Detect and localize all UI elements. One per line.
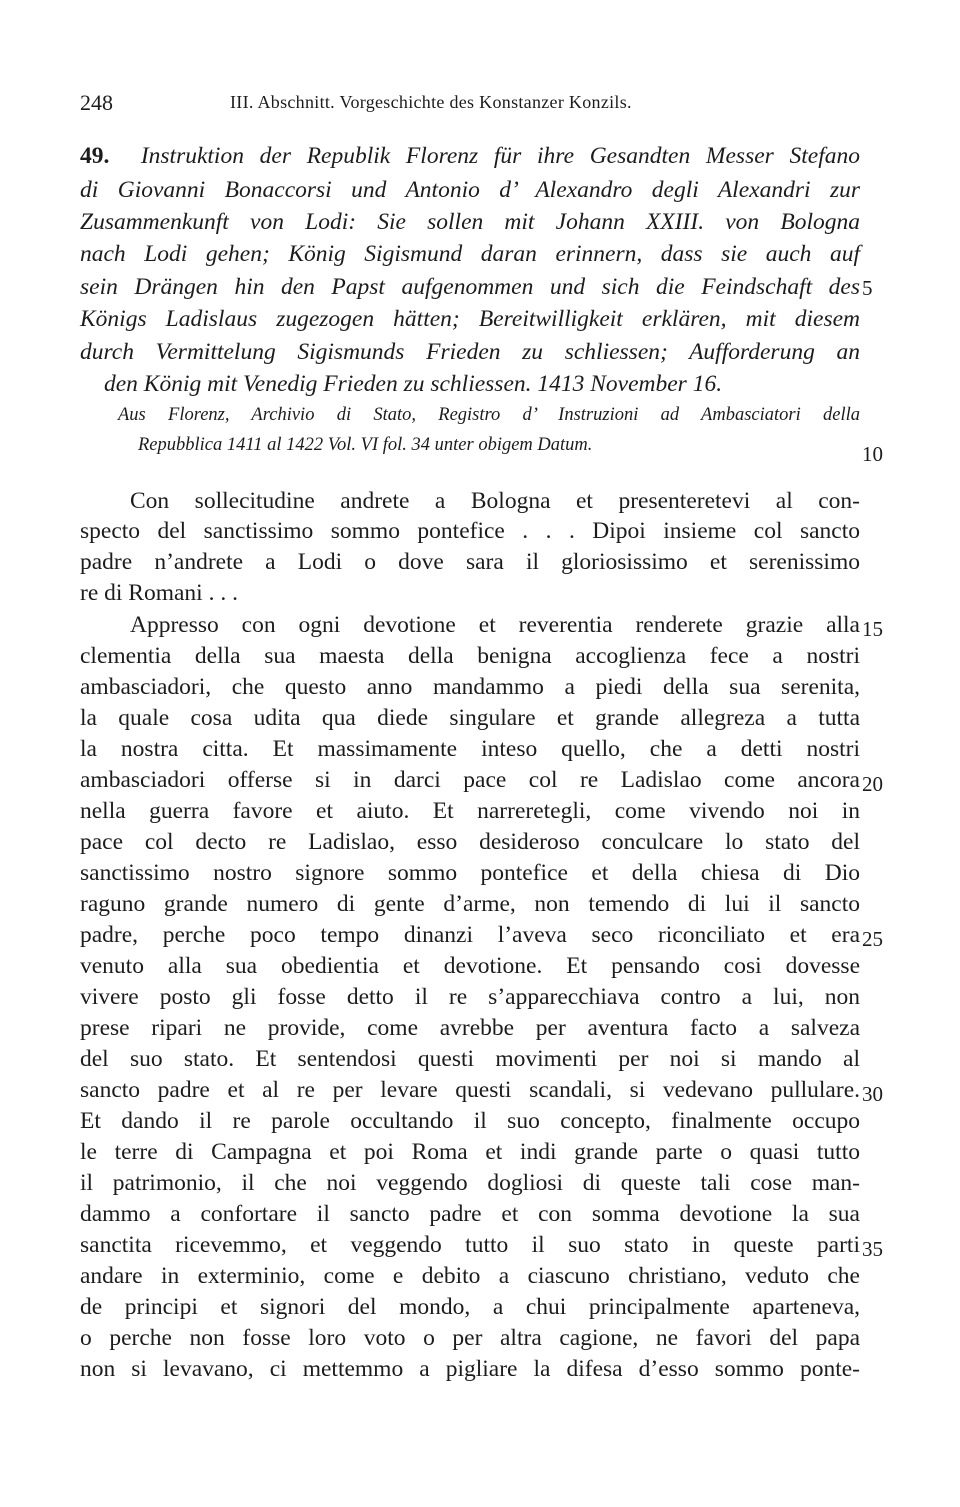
body-line: raguno grande numero di gente d’arme, non temendo di lui il sancto — [80, 891, 860, 917]
body-line: vivere posto gli fosse detto il re s’apparecchiava contro a lui, non — [80, 984, 860, 1010]
body-line: padre, perche poco tempo dinanzi l’aveva seco riconciliato et era — [80, 922, 860, 948]
heading-line: sein Drängen hin den Papst aufgenommen und sich die Feindschaft des — [80, 274, 860, 300]
body-line: non si levavano, ci mettemmo a pigliare la difesa d’esso sommo ponte- — [80, 1356, 860, 1382]
body-line: dammo a confortare il sancto padre et con somma devotione la sua — [80, 1201, 860, 1227]
margin-line-number: 5 — [862, 276, 873, 300]
page-number: 248 — [80, 90, 113, 115]
body-line: le terre di Campagna et poi Roma et indi grande parte o quasi tutto — [80, 1139, 860, 1165]
body-line: Appresso con ogni devotione et reverentia renderete grazie alla — [130, 612, 860, 638]
margin-line-number: 30 — [862, 1082, 883, 1106]
heading-line: di Giovanni Bonaccorsi und Antonio d’ Alexandro degli Alexandri zur — [80, 177, 860, 203]
page-header — [80, 90, 880, 120]
body-line: pace col decto re Ladislao, esso desideroso conculcare lo stato del — [80, 829, 860, 855]
body-line: il patrimonio, il che noi veggendo dogliosi di queste tali cose man- — [80, 1170, 860, 1196]
body-line: andare in exterminio, come e debito a ciascuno christiano, veduto che — [80, 1263, 860, 1289]
heading-line: Königs Ladislaus zugezogen hätten; Bereitwilligkeit erklären, mit diesem — [80, 306, 860, 332]
body-line: clementia della sua maesta della benigna accoglienza fece a nostri — [80, 643, 860, 669]
body-line: de principi et signori del mondo, a chui principalmente aparteneva, — [80, 1294, 860, 1320]
heading-line: nach Lodi gehen; König Sigismund daran erinnern, dass sie auch auf — [80, 241, 860, 267]
body-line: sanctita ricevemmo, et veggendo tutto il suo stato in queste parti — [80, 1232, 860, 1258]
heading-line: Zusammenkunft von Lodi: Sie sollen mit Johann XXIII. von Bologna — [80, 209, 860, 235]
source-citation-line: Repubblica 1411 al 1422 Vol. VI fol. 34 unter obigem Datum. — [138, 435, 593, 455]
running-head: III. Abschnitt. Vorgeschichte des Konstanzer Konzils. — [230, 92, 632, 112]
body-line: la quale cosa udita qua diede singulare et grande allegreza a tutta — [80, 705, 860, 731]
body-line: sancto padre et al re per levare questi scandali, si vedevano pullulare. — [80, 1077, 860, 1103]
body-line: venuto alla sua obedientia et devotione. Et pensando cosi dovesse — [80, 953, 860, 979]
body-line: ambasciadori offerse si in darci pace col re Ladislao come ancora — [80, 767, 860, 793]
body-line: prese ripari ne provide, come avrebbe per aventura facto a salveza — [80, 1015, 860, 1041]
body-line: Et dando il re parole occultando il suo concepto, finalmente occupo — [80, 1108, 860, 1134]
body-line: nella guerra favore et aiuto. Et narreretegli, come vivendo noi in — [80, 798, 860, 824]
document-number: 49. — [80, 143, 110, 169]
heading-line-text: Instruktion der Republik Florenz für ihre Gesandten Messer Stefano — [140, 143, 861, 169]
body-line: re di Romani . . . — [80, 580, 238, 606]
margin-line-number: 35 — [862, 1237, 883, 1261]
margin-line-number: 15 — [862, 617, 883, 641]
body-line: specto del sanctissimo sommo pontefice . . . Dipoi insieme col sancto — [80, 518, 860, 544]
margin-line-number: 20 — [862, 772, 883, 796]
margin-line-number: 25 — [862, 927, 883, 951]
body-line: Con sollecitudine andrete a Bologna et presenteretevi al con- — [130, 488, 860, 514]
margin-line-number: 10 — [862, 442, 883, 466]
body-line: ambasciadori, che questo anno mandammo a piedi della sua serenita, — [80, 674, 860, 700]
body-line: sanctissimo nostro signore sommo pontefice et della chiesa di Dio — [80, 860, 860, 886]
heading-line: den König mit Venedig Frieden zu schliessen. 1413 November 16. — [104, 371, 723, 397]
body-line: la nostra citta. Et massimamente inteso quello, che a detti nostri — [80, 736, 860, 762]
heading-line — [80, 143, 860, 170]
heading-line: durch Vermittelung Sigismunds Frieden zu schliessen; Aufforderung an — [80, 339, 860, 365]
body-line: padre n’andrete a Lodi o dove sara il gloriosissimo et serenissimo — [80, 549, 860, 575]
source-citation-line: Aus Florenz, Archivio di Stato, Registro d’ Instruzioni ad Ambasciatori della — [118, 405, 860, 425]
body-line: o perche non fosse loro voto o per altra cagione, ne favori del papa — [80, 1325, 860, 1351]
body-line: del suo stato. Et sentendosi questi movimenti per noi si mando al — [80, 1046, 860, 1072]
